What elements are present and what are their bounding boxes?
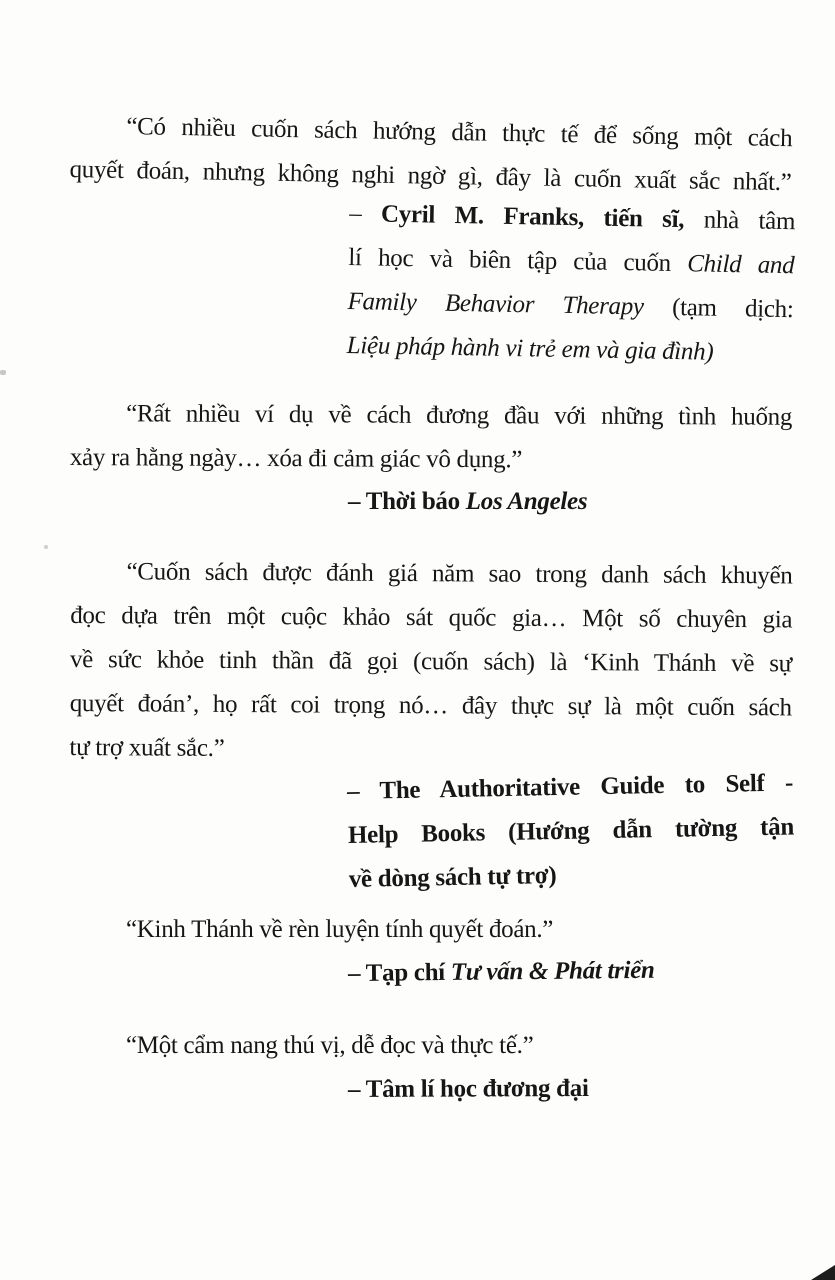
- praise-quotes-content: [69, 104, 796, 1112]
- attribution-line: [346, 324, 793, 376]
- quote-line: xảy ra hằng ngày… xóa đi cảm giác vô dụng.”: [69, 443, 523, 474]
- quote-1-attribution: [346, 192, 795, 376]
- attribution-source-title: Tư vấn & Phát triển: [450, 956, 655, 986]
- quote-line: về sức khỏe tinh thần đã gọi (cuốn sách) là ‘Kinh Thánh về sự: [69, 646, 793, 678]
- quote-line: “Cuốn sách được đánh giá năm sao trong danh sách khuyến: [126, 558, 793, 590]
- quote-line: quyết đoán’, họ rất coi trọng nó… đây thực sự là một cuốn sách: [69, 689, 792, 722]
- quote-2-attribution: [348, 480, 794, 524]
- quote-line: “Có nhiều cuốn sách hướng dẫn thực tế để sống một cách: [126, 113, 793, 153]
- quote-line: “Rất nhiều ví dụ về cách đương đầu với những tình huống: [126, 400, 793, 431]
- attribution-role: lí học và biên tập của cuốn: [348, 244, 688, 278]
- attribution-line: về dòng sách tự trợ): [348, 862, 557, 893]
- attribution-work-title: Child and: [687, 250, 795, 280]
- attribution-source: – Tạp chí: [347, 958, 451, 987]
- quote-line: “Kinh Thánh về rèn luyện tính quyết đoán.”: [126, 916, 554, 943]
- quote-line: quyết đoán, nhưng không nghi ngờ gì, đây là cuốn xuất sắc nhất.”: [69, 155, 792, 197]
- attribution-source: – Thời báo: [348, 488, 466, 515]
- praise-block-2: [70, 392, 792, 524]
- attribution-line: Help Books (Hướng dẫn tường tận: [347, 813, 795, 849]
- attribution-line: – The Authoritative Guide to Self -: [346, 769, 794, 806]
- page-corner-shadow: [811, 1265, 835, 1280]
- attribution-dash: –: [348, 200, 382, 228]
- quote-4-attribution: [348, 947, 794, 996]
- praise-block-1: [69, 104, 796, 368]
- attribution-source-title: Los Angeles: [465, 488, 588, 515]
- praise-block-4: [70, 908, 792, 996]
- praise-block-5: [70, 1024, 792, 1112]
- quote-5-text: [70, 1024, 792, 1068]
- attribution-work-title: Family Behavior Therapy: [347, 287, 644, 321]
- attribution-translated-title: Liệu pháp hành vi trẻ em và gia đình): [346, 331, 714, 366]
- attribution-line: [348, 947, 794, 996]
- attribution-note: (tạm dịch:: [643, 293, 794, 324]
- praise-block-3: [69, 550, 795, 902]
- quote-1-text: [69, 104, 792, 205]
- attribution-role: nhà tâm: [683, 206, 796, 236]
- quote-3-text: [69, 550, 792, 774]
- attribution-line: [348, 480, 794, 524]
- quote-3-attribution: [347, 761, 795, 902]
- attribution-author: Cyril M. Franks, tiến sĩ,: [380, 200, 685, 234]
- quote-4-text: [70, 908, 792, 952]
- attribution-line: – Tâm lí học đương đại: [347, 1074, 589, 1103]
- quote-5-attribution: [348, 1066, 794, 1112]
- scan-edge-mark: [0, 370, 6, 375]
- quote-line: đọc dựa trên một cuộc khảo sát quốc gia… Một số chuyên gia: [70, 602, 793, 634]
- quote-line: “Một cẩm nang thú vị, dễ đọc và thực tế.”: [126, 1032, 534, 1059]
- quote-line: tự trợ xuất sắc.”: [69, 733, 225, 762]
- quote-2-text: [70, 392, 792, 484]
- scan-speck: [44, 545, 48, 549]
